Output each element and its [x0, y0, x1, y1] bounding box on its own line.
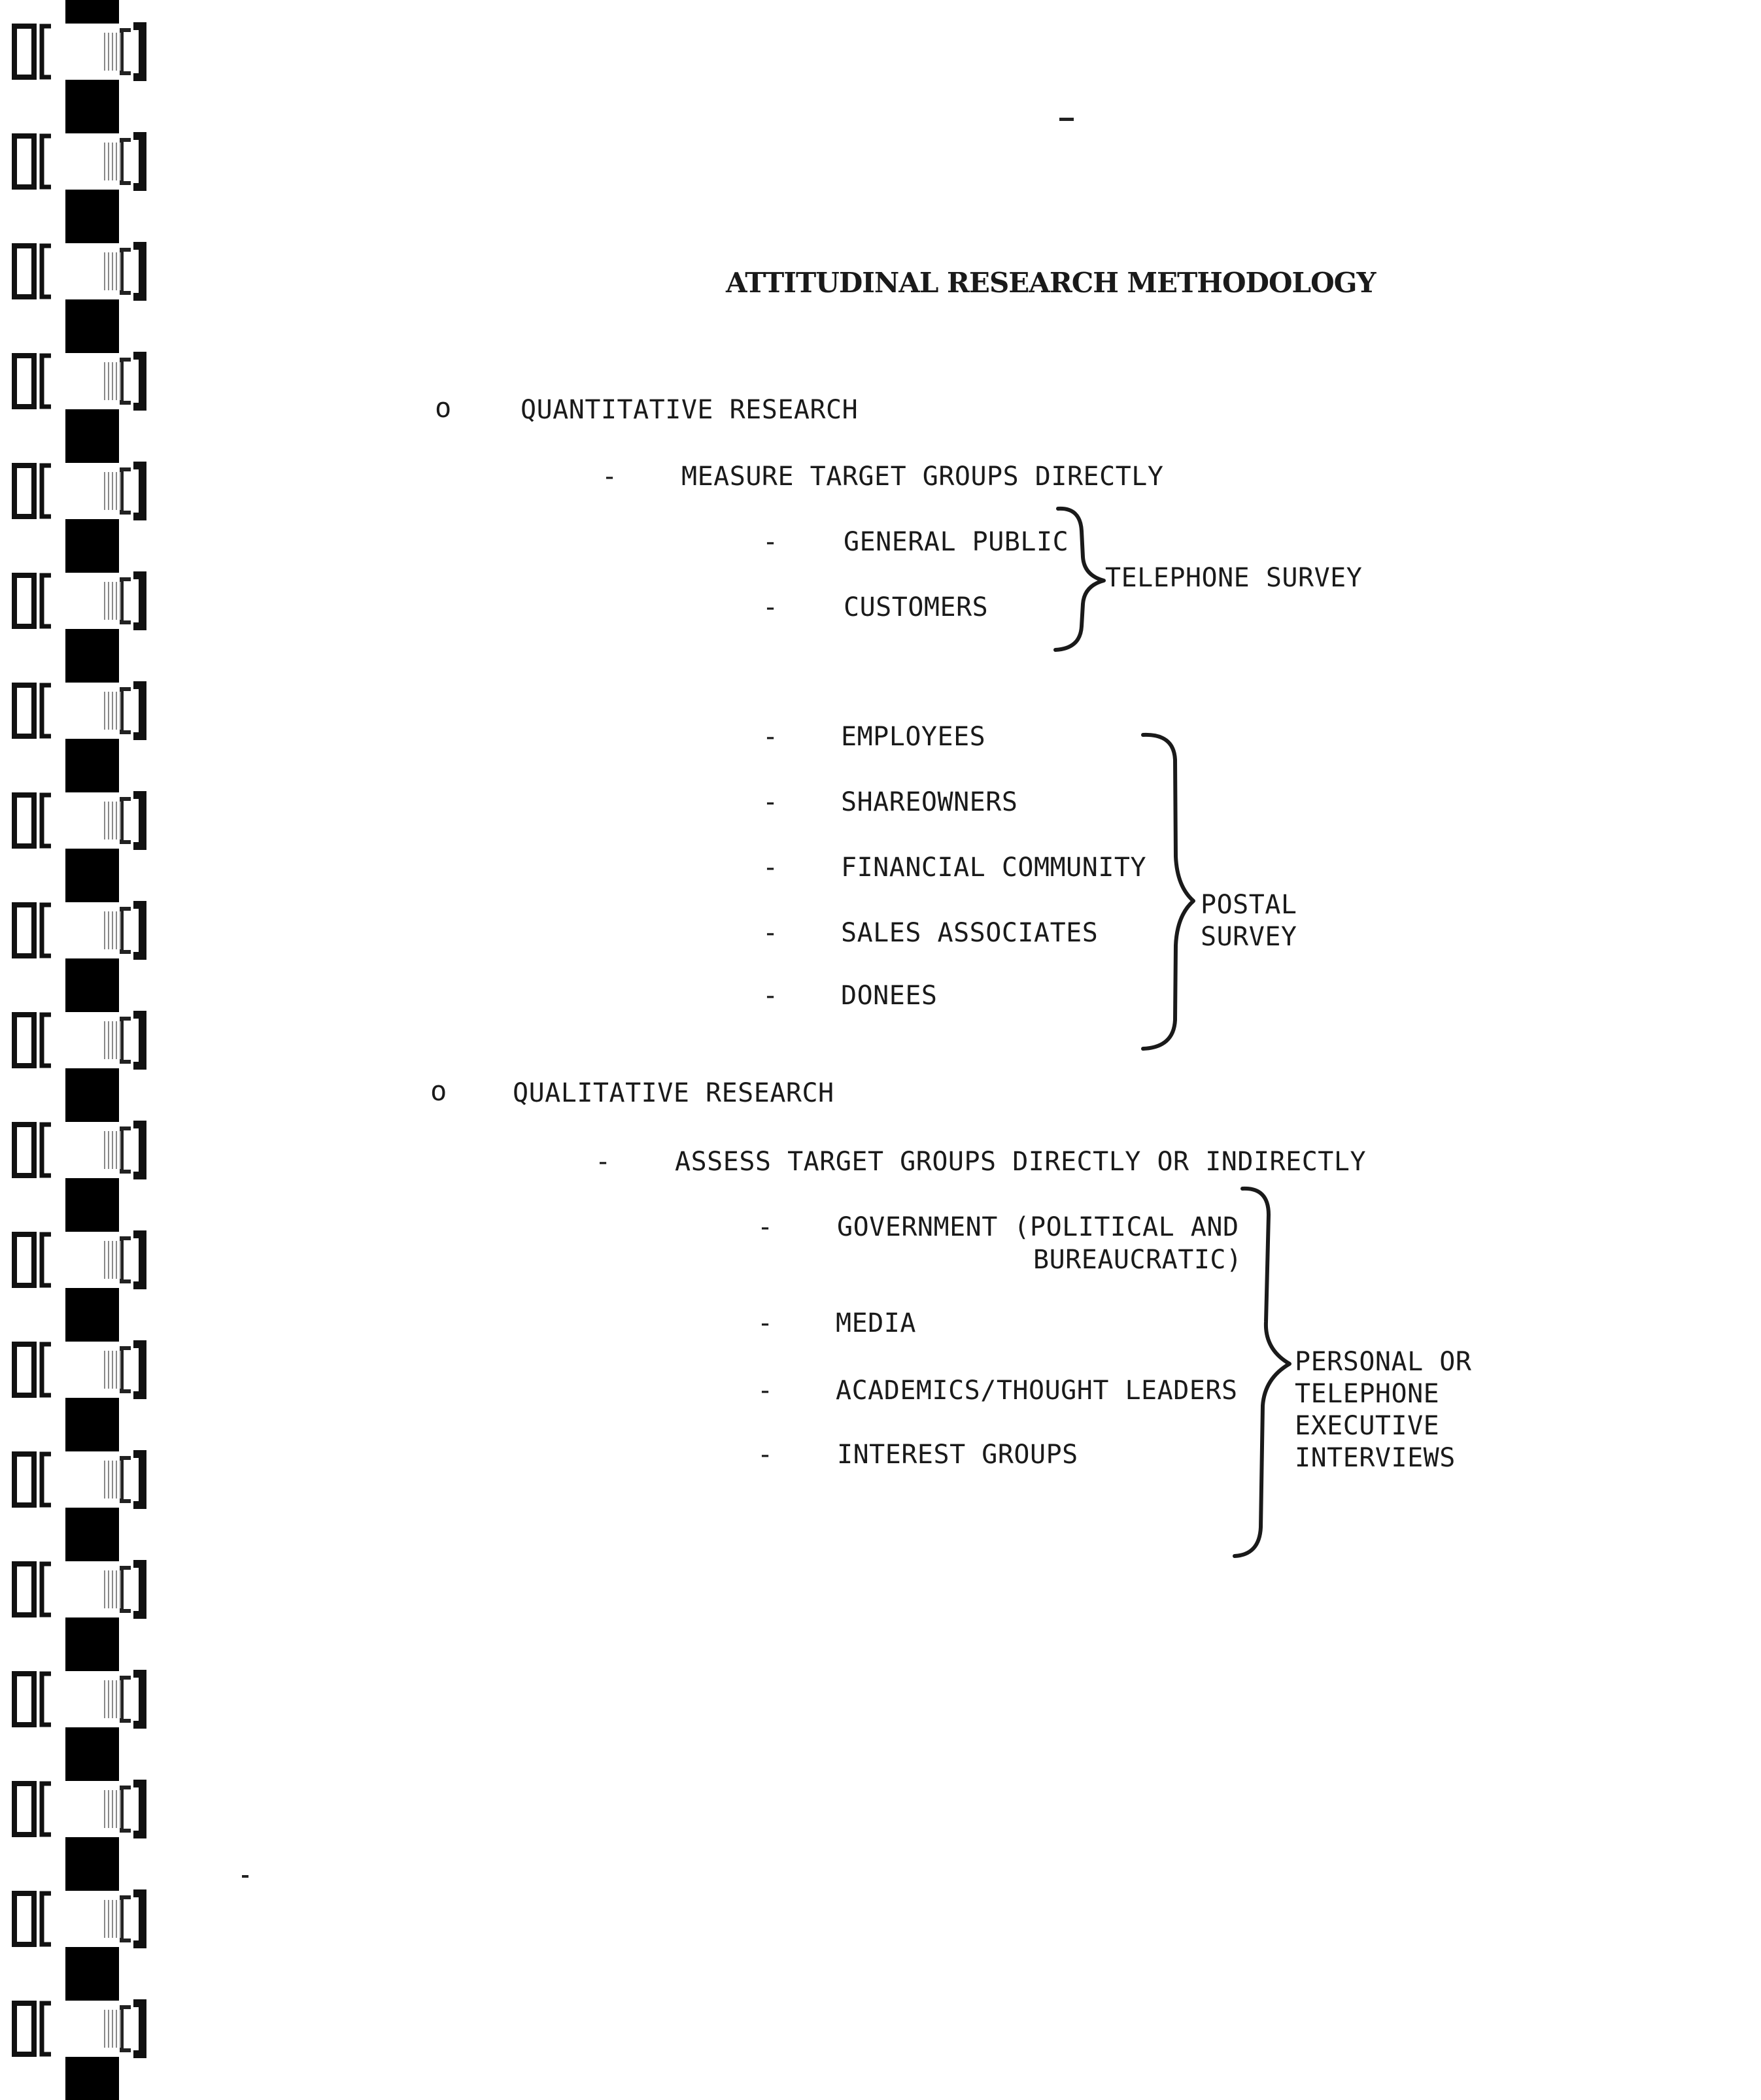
method-label-survey: SURVEY — [1201, 922, 1297, 952]
list-item: EMPLOYEES — [841, 722, 986, 752]
list-dash: - — [762, 787, 779, 817]
list-item: GENERAL PUBLIC — [844, 527, 1069, 557]
list-item: GOVERNMENT (POLITICAL AND — [837, 1212, 1239, 1242]
subheading-assess: ASSESS TARGET GROUPS DIRECTLY OR INDIRECTLY — [675, 1147, 1367, 1177]
list-item: SHAREOWNERS — [841, 787, 1018, 817]
method-label-personal-or: PERSONAL OR — [1295, 1347, 1472, 1377]
list-dash: - — [762, 853, 779, 883]
list-dash: - — [762, 592, 779, 622]
list-dash: - — [757, 1440, 774, 1470]
method-label-telephone-survey: TELEPHONE SURVEY — [1105, 563, 1363, 593]
brace-telephone-survey — [1055, 509, 1104, 650]
list-dash: - — [757, 1376, 774, 1406]
section-heading-quantitative: QUANTITATIVE RESEARCH — [521, 395, 859, 425]
list-item: DONEES — [841, 981, 938, 1011]
subheading-measure: MEASURE TARGET GROUPS DIRECTLY — [681, 462, 1164, 492]
list-dash: - — [757, 1212, 774, 1242]
section-heading-qualitative: QUALITATIVE RESEARCH — [513, 1078, 834, 1108]
list-item: SALES ASSOCIATES — [841, 918, 1099, 948]
list-item-continuation: BUREAUCRATIC) — [1033, 1245, 1242, 1275]
list-item: ACADEMICS/THOUGHT LEADERS — [836, 1376, 1238, 1406]
list-dash: - — [602, 462, 618, 492]
list-dash: - — [595, 1147, 611, 1177]
method-label-interviews: INTERVIEWS — [1295, 1443, 1456, 1473]
method-label-postal: POSTAL — [1201, 890, 1297, 920]
method-label-telephone: TELEPHONE — [1295, 1379, 1440, 1409]
brace-postal-survey — [1143, 735, 1193, 1049]
section-bullet: o — [435, 392, 452, 424]
list-dash: - — [762, 918, 779, 948]
brace-executive-interviews — [1235, 1189, 1290, 1556]
list-dash: - — [762, 527, 779, 557]
list-dash: - — [757, 1308, 774, 1338]
list-item: INTEREST GROUPS — [837, 1440, 1078, 1470]
list-dash: - — [762, 722, 779, 752]
page-title: ATTITUDINAL RESEARCH METHODOLOGY — [726, 267, 1376, 299]
list-item: CUSTOMERS — [844, 592, 989, 622]
method-label-executive: EXECUTIVE — [1295, 1411, 1440, 1441]
list-item: MEDIA — [836, 1308, 916, 1338]
section-bullet: o — [430, 1075, 447, 1107]
list-item: FINANCIAL COMMUNITY — [841, 853, 1147, 883]
list-dash: - — [762, 981, 779, 1011]
